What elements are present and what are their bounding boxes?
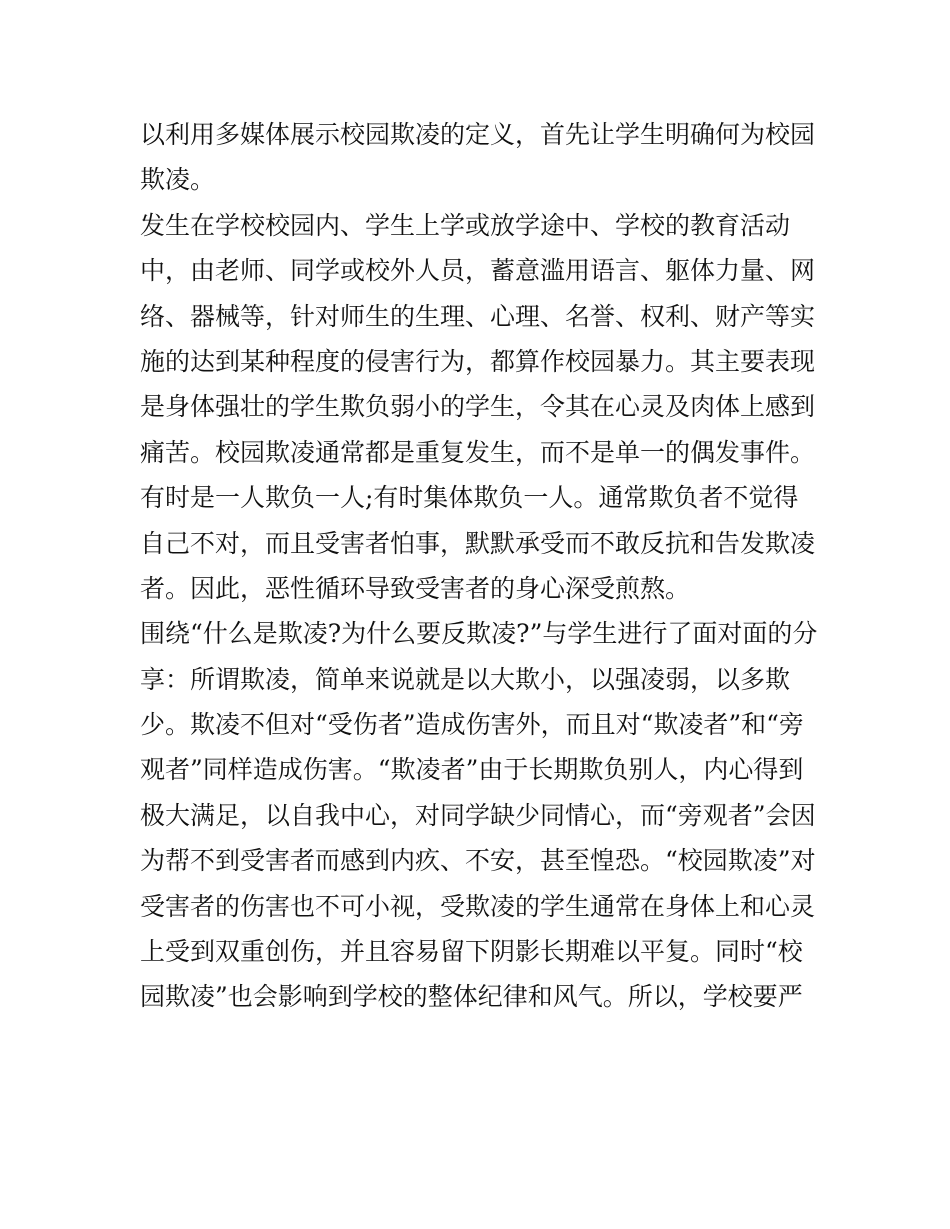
text-line: 是身体强壮的学生欺负弱小的学生，令其在心灵及肉体上感到: [140, 392, 816, 422]
text-line: 中，由老师、同学或校外人员，蓄意滥用语言、躯体力量、网: [140, 256, 816, 286]
text-line: 上受到双重创伤，并且容易留下阴影长期难以平复。同时“校: [140, 937, 803, 967]
text-line: 发生在学校校园内、学生上学或放学途中、学校的教育活动: [140, 210, 791, 240]
text-line: 施的达到某种程度的侵害行为，都算作校园暴力。其主要表现: [140, 346, 816, 376]
text-line: 观者”同样造成伤害。“欺凌者”由于长期欺负别人，内心得到: [140, 755, 804, 785]
text-line: 少。欺凌不但对“受伤者”造成伤害外，而且对“欺凌者”和“旁: [140, 710, 804, 740]
text-line: 以利用多媒体展示校园欺凌的定义，首先让学生明确何为校园: [140, 120, 816, 149]
text-line: 欺凌。: [140, 165, 216, 195]
text-line: 园欺凌”也会影响到学校的整体纪律和风气。所以，学校要严: [140, 982, 803, 1012]
text-line: 围绕“什么是欺凌?为什么要反欺凌?”与学生进行了面对面的分: [140, 619, 818, 649]
text-line: 享：所谓欺凌，简单来说就是以大欺小，以强凌弱，以多欺: [140, 664, 791, 694]
text-line: 极大满足，以自我中心，对同学缺少同情心，而“旁观者”会因: [140, 800, 816, 830]
text-line: 受害者的伤害也不可小视，受欺凌的学生通常在身体上和心灵: [140, 891, 816, 921]
text-line: 者。因此，恶性循环导致受害者的身心深受煎熬。: [140, 573, 691, 603]
text-line: 有时是一人欺负一人;有时集体欺负一人。通常欺负者不觉得: [140, 483, 799, 513]
text-line: 自己不对，而且受害者怕事，默默承受而不敢反抗和告发欺凌: [140, 528, 816, 558]
body-text: [140, 112, 830, 1020]
text-line: 为帮不到受害者而感到内疚、不安，甚至惶恐。“校园欺凌”对: [140, 846, 816, 876]
text-line: 络、器械等，针对师生的生理、心理、名誉、权利、财产等实: [140, 301, 816, 331]
text-line: 痛苦。校园欺凌通常都是重复发生，而不是单一的偶发事件。: [140, 437, 816, 467]
